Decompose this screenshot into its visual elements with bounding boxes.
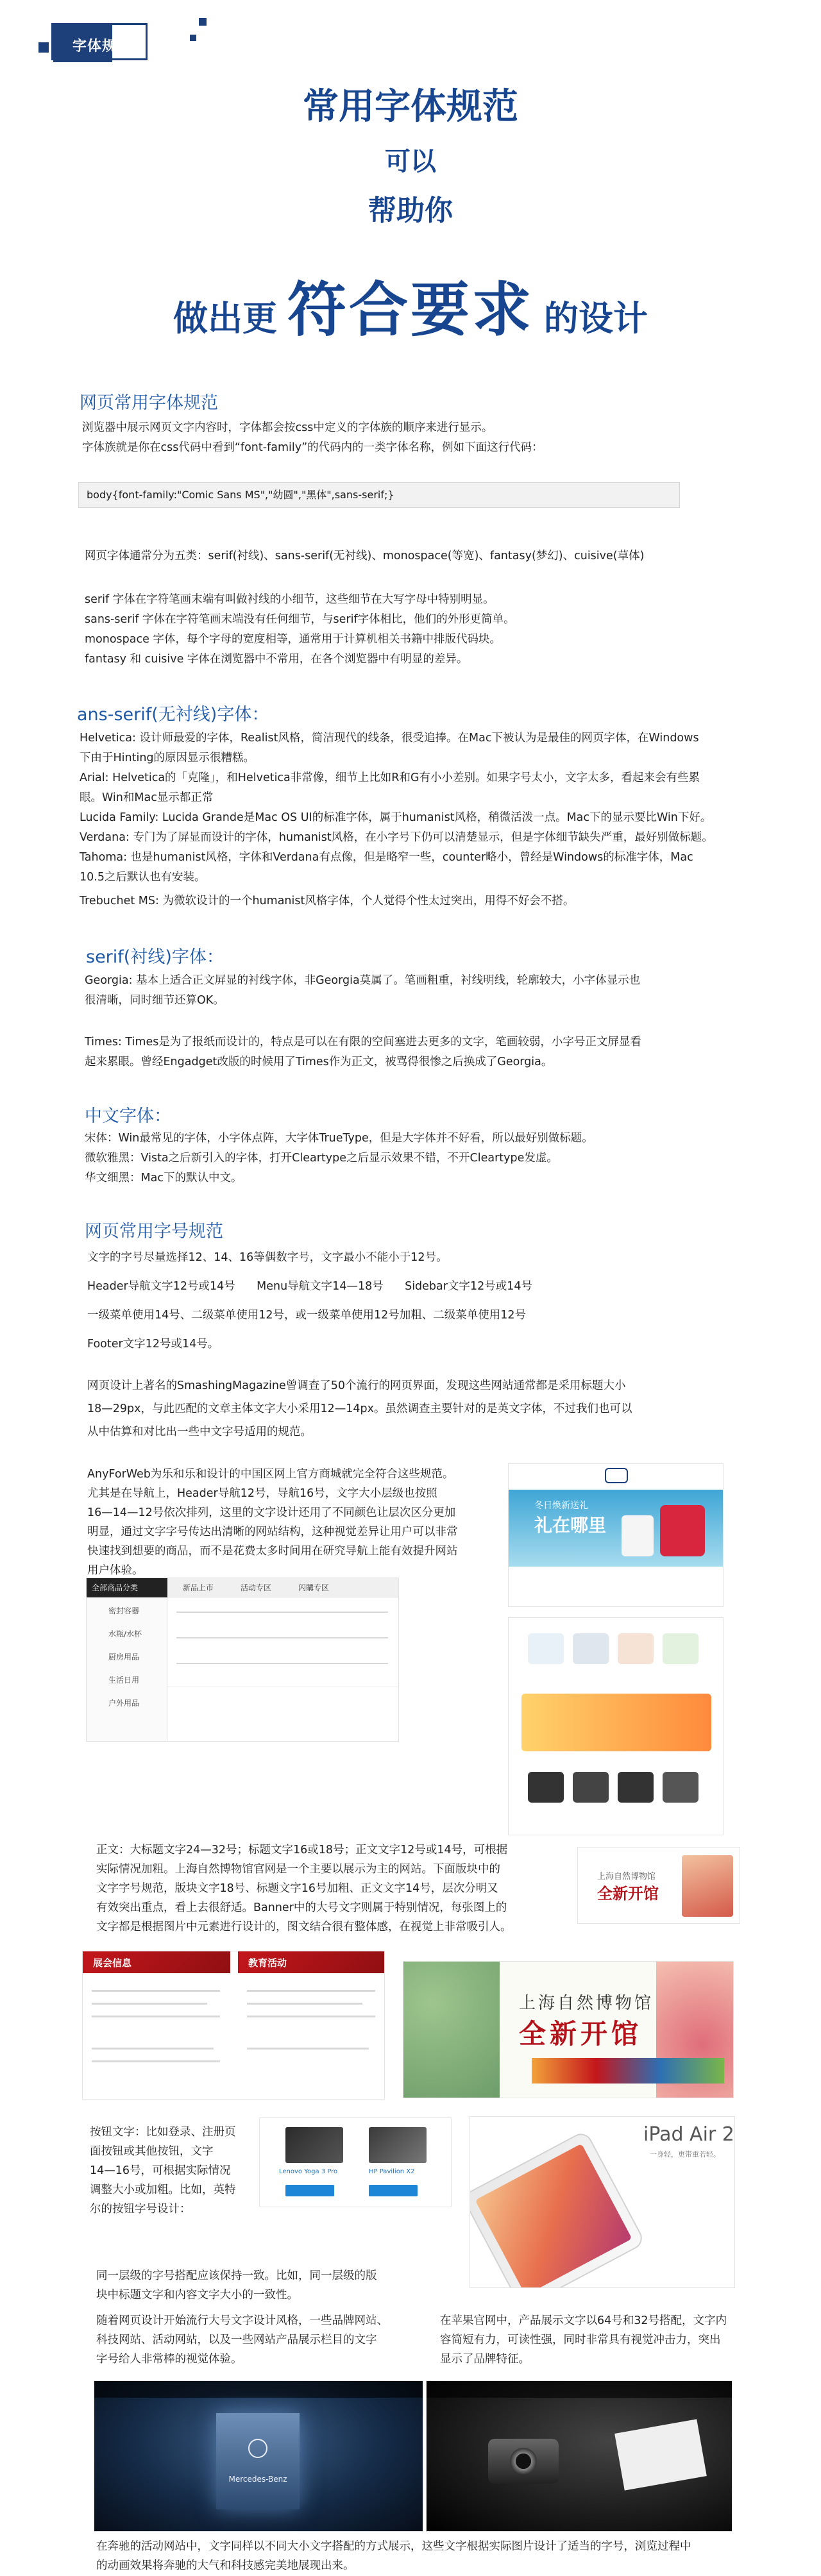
pot-icon: [573, 1772, 609, 1803]
paragraph: 很清晰，同时细节还算OK。: [85, 994, 224, 1007]
paragraph: Trebuchet MS: 为微软设计的一个humanist风格字体，个人觉得个性太过突出，用得不好会不搭。: [80, 895, 575, 907]
decor-square: [199, 18, 207, 26]
promo-title: 冬日焕新送礼: [534, 1501, 588, 1511]
ipad-title: iPad Air 2: [643, 2123, 734, 2146]
paragraph: fantasy 和 cuisive 字体在浏览器中不常用，在各个浏览器中有明显的差异。: [85, 653, 468, 666]
paragraph: 宋体：Win最常见的字体，小字体点阵，大字体TrueType，但是大字体并不好看，所以最好别做标题。: [85, 1132, 593, 1145]
section-title-sizes: 网页常用字号规范: [85, 1222, 223, 1242]
paragraph: Arial: Helvetica的「克隆」，和Helvetica非常像，细节上比如R和G有小小差别。如果字号太小，文字太多，看起来会有些累: [80, 771, 700, 784]
paragraph: Footer文字12号或14号。: [87, 1338, 219, 1351]
paragraph: 随着网页设计开始流行大号文字设计风格，一些品牌网站、: [96, 2314, 388, 2327]
section-title-fonts: 网页常用字体规范: [80, 393, 218, 413]
museum-small-screenshot: [577, 1847, 740, 1924]
laptop-icon: [369, 2127, 427, 2163]
paragraph: 快速找到想要的商品，而不是花费太多时间用在研究导航上能有效提升网站: [87, 1545, 458, 1558]
museum-banner-title: 上海自然博物馆: [597, 1872, 656, 1881]
submenu-line: [176, 1612, 388, 1613]
pot-icon: [618, 1772, 654, 1803]
product-thumb: [528, 1633, 564, 1664]
paragraph: 尔的按钮字号设计：: [90, 2203, 191, 2216]
paragraph: Times: Times是为了报纸而设计的，特点是可以在有限的空间塞进去更多的文字，笔画较弱，小字号正文屏显看: [85, 1036, 641, 1048]
laptop-name: Lenovo Yoga 3 Pro: [279, 2168, 338, 2175]
promo-big: 礼在哪里: [534, 1515, 607, 1536]
pot-icon: [663, 1772, 698, 1803]
text-line: [247, 2016, 375, 2017]
paragraph: Tahoma: 也是humanist风格，字体和Verdana有点像，但是略窄一些，counter略小，曾经是Windows的标准字体，Mac: [80, 851, 693, 864]
color-strip: [532, 2058, 724, 2084]
buy-button[interactable]: [369, 2185, 418, 2196]
side-item: 厨房用品: [108, 1653, 140, 1662]
paragraph: 块中标题文字和内容文字大小的一致性。: [96, 2289, 298, 2302]
hero-pre: 做出更: [173, 298, 277, 339]
shop-nav-screenshot: [86, 1578, 399, 1742]
benz-right-screenshot: [426, 2380, 732, 2532]
paragraph: 16—14—12号依次排列，这里的文字设计还用了不同颜色让层次区分更加: [87, 1506, 456, 1519]
buy-button[interactable]: [285, 2185, 334, 2196]
paragraph: 实际情况加粗。上海自然博物馆官网是一个主要以展示为主的网站。下面版块中的: [96, 1863, 500, 1876]
paragraph: serif 字体在字符笔画末端有叫做衬线的小细节，这些细节在大写字母中特别明显。: [85, 593, 495, 606]
pot-icon: [528, 1772, 564, 1803]
paragraph: 网页字体通常分为五类：serif(衬线)、sans-serif(无衬线)、monospace(等宽)、fantasy(梦幻)、cuisive(草体): [85, 550, 645, 562]
paragraph: 容简短有力，可读性强，同时非常具有视觉冲击力，突出: [440, 2334, 721, 2346]
paragraph: 华文细黑：Mac下的默认中文。: [85, 1172, 242, 1184]
paragraph: 面按钮或其他按钮，文字: [90, 2145, 214, 2158]
benz-box: [216, 2413, 300, 2509]
side-menu: [87, 1597, 167, 1742]
decor-square: [38, 42, 49, 53]
gift-box: [660, 1505, 705, 1556]
paragraph: 起来累眼。曾经Engadget改版的时候用了Times作为正文，被骂得很惨之后换成了Georgia。: [85, 1056, 553, 1068]
paragraph: 14—16号，可根据实际情况: [90, 2164, 231, 2177]
paragraph: 下由于Hinting的原因显示很糟糕。: [80, 752, 255, 764]
text-line: [247, 1990, 375, 1992]
text-line: [92, 2016, 220, 2017]
paragraph: 网页设计上著名的SmashingMagazine曾调查了50个流行的网页界面，发现这些网站通常都是采用标题大小: [87, 1379, 626, 1392]
paragraph: 调整大小或加粗。比如，英特: [90, 2184, 236, 2196]
card-header-title: 教育活动: [248, 1957, 287, 1969]
museum-banner-screenshot: [403, 1961, 734, 2098]
nav-label: 新品上市: [183, 1583, 214, 1592]
ipad-device: [470, 2130, 646, 2288]
section-title-sans-serif: ans-serif(无衬线)字体：: [77, 705, 269, 725]
paragraph: 文字都是根据图片中元素进行设计的，图文结合很有整体感，在视觉上非常吸引人。: [96, 1921, 512, 1933]
paragraph: 文字字号规范，版块文字18号、标题文字16号加粗、正文文字14号，层次分明又: [96, 1882, 498, 1895]
benz-left-screenshot: [94, 2380, 423, 2532]
paragraph: 字体族就是你在css代码中看到“font-family”的代码内的一类字体名称，例如下面这行代码：: [82, 441, 543, 454]
code-block: body{font-family:"Comic Sans MS","幼圆","黑体",sans-serif;}: [78, 482, 680, 508]
hero-line-4: [0, 263, 821, 348]
paragraph: 正文：大标题文字24—32号；标题文字16或18号；正文文字12号或14号，可根据: [96, 1844, 508, 1856]
tag-card: [614, 2419, 707, 2490]
hero-line-1: 常用字体规范: [303, 86, 518, 128]
paragraph: 显示了品牌特征。: [440, 2353, 530, 2366]
paragraph: 尤其是在导航上，Header导航12号，导航16号，文字大小层级也按照: [87, 1487, 437, 1500]
nav-label: 全部商品分类: [92, 1583, 139, 1592]
paragraph: 微软雅黑：Vista之后新引入的字体，打开Cleartype之后显示效果不错，不开Cleartype发虚。: [85, 1152, 558, 1165]
paragraph: Verdana: 专门为了屏显而设计的字体，humanist风格，在小字号下仍可以清楚显示，但是字体细节缺失严重，最好别做标题。: [80, 831, 713, 844]
apple-ipad-screenshot: [470, 2116, 735, 2288]
camera-lens-icon: [510, 2448, 537, 2475]
paragraph: AnyForWeb为乐和乐和设计的中国区网上官方商城就完全符合这些规范。: [87, 1468, 454, 1481]
paragraph: 10.5之后默认也有安装。: [80, 871, 206, 884]
benz-nav: [94, 2381, 423, 2398]
section-title-chinese: 中文字体：: [85, 1106, 171, 1126]
paragraph: 的动画效果将奔驰的大气和科技感完美地展现出来。: [96, 2559, 355, 2572]
product-thumb: [663, 1633, 698, 1664]
laptop-name: HP Pavilion X2: [369, 2168, 415, 2175]
card-header: [238, 1951, 385, 1973]
laptop-icon: [285, 2127, 343, 2163]
museum-banner-big: 全新开馆: [597, 1885, 659, 1903]
side-item: 户外用品: [108, 1699, 140, 1708]
side-item: 密封容器: [108, 1606, 140, 1615]
card-header: [83, 1951, 230, 1973]
nav-label: 活动专区: [241, 1583, 272, 1592]
paragraph: 用户体验。: [87, 1564, 144, 1577]
benz-star-icon: [248, 2439, 267, 2458]
paragraph: 浏览器中展示网页文字内容时，字体都会按css中定义的字体族的顺序来进行显示。: [82, 421, 493, 434]
paragraph: monospace 字体，每个字母的宽度相等，通常用于计算机相关书籍中排版代码块。: [85, 633, 501, 646]
paragraph: 在奔驰的活动网站中，文字同样以不同大小文字搭配的方式展示，这些文字根据实际图片设计了适当的字号，浏览过程中: [96, 2540, 691, 2553]
tag-label: 字体规范: [72, 38, 132, 55]
paragraph: Header导航文字12号或14号 Menu导航文字14—18号 Sidebar文字12号或14号: [87, 1280, 533, 1293]
paragraph: 明显，通过文字字号传达出清晰的网站结构，这种视觉差异让用户可以非常: [87, 1526, 458, 1538]
shop-screenshot: [508, 1463, 724, 1607]
paragraph: Helvetica: 设计师最爱的字体，Realist风格，简洁现代的线条，很受追捧。在Mac下被认为是最佳的网页字体，在Windows: [80, 732, 699, 745]
intel-buttons-screenshot: [259, 2117, 452, 2207]
art-decor: [682, 1855, 733, 1917]
paragraph: 一级菜单使用14号、二级菜单使用12号，或一级菜单使用12号加粗、二级菜单使用12号: [87, 1309, 527, 1322]
product-thumb: [573, 1633, 609, 1664]
text-line: [92, 2003, 207, 2005]
hero-line-2: 可以: [385, 147, 436, 176]
product-banner: [521, 1694, 711, 1751]
paragraph: 字号给人非常棒的视觉体验。: [96, 2353, 242, 2366]
nav-label: 闪購专区: [298, 1583, 330, 1592]
paragraph: 有效突出重点，看上去很舒适。Banner中的大号文字则属于特别情况，每张图上的: [96, 1901, 507, 1914]
hero-post: 的设计: [544, 298, 648, 339]
decor-square: [190, 35, 196, 41]
text-line: [92, 2048, 214, 2050]
product-thumb: [618, 1633, 654, 1664]
paragraph: 眼。Win和Mac显示都正常: [80, 791, 214, 804]
brand-logo-icon: [605, 1468, 628, 1483]
plant-decor: [403, 1962, 500, 2098]
side-item: 水瓶/水杯: [108, 1629, 142, 1638]
text-line: [92, 2060, 220, 2062]
paragraph: 文字的字号尽量选择12、14、16等偶数字号，文字最小不能小于12号。: [87, 1251, 448, 1264]
hero-big: 符合要求: [287, 276, 534, 344]
text-line: [247, 2048, 369, 2050]
text-line: [92, 1990, 220, 1992]
product-grid-screenshot: [508, 1617, 724, 1835]
card-header-title: 展会信息: [93, 1957, 132, 1969]
paragraph: 科技网站、活动网站，以及一些网站产品展示栏目的文字: [96, 2334, 377, 2346]
paragraph: 从中估算和对比出一些中文字号适用的规范。: [87, 1426, 312, 1438]
paragraph: 同一层级的字号搭配应该保持一致。比如，同一层级的版: [96, 2269, 377, 2282]
submenu-line: [176, 1663, 388, 1664]
museum-banner-big: 全新开馆: [519, 2018, 643, 2050]
paragraph: sans-serif 字体在字符笔画末端没有任何细节，与serif字体相比，他们的外形更简单。: [85, 613, 515, 626]
gift-box: [622, 1515, 654, 1556]
benz-brand: Mercedes-Benz: [228, 2475, 287, 2484]
tag-box: [51, 23, 148, 60]
paragraph: Lucida Family: Lucida Grande是Mac OS UI的标准字体，属于humanist风格，稍微活泼一点。Mac下的显示要比Win下好。: [80, 811, 712, 824]
paragraph: 在苹果官网中，产品展示文字以64号和32号搭配，文字内: [440, 2314, 727, 2327]
submenu-line: [176, 1637, 388, 1638]
paragraph: 18—29px，与此匹配的文章主体文字大小采用12—14px。虽然调查主要针对的是英文字体，不过我们也可以: [87, 1402, 632, 1415]
ipad-screen: [475, 2144, 632, 2288]
museum-cards-screenshot: [82, 1951, 385, 2100]
paragraph: 按钮文字：比如登录、注册页: [90, 2126, 236, 2139]
side-item: 生活日用: [108, 1676, 140, 1685]
submenu-panel: [167, 1597, 399, 1687]
benz-nav: [427, 2381, 732, 2398]
paragraph: Georgia: 基本上适合正文屏显的衬线字体，非Georgia莫属了。笔画粗重，衬线明线，轮廓较大，小字体显示也: [85, 974, 641, 987]
section-title-serif: serif(衬线)字体：: [86, 947, 224, 967]
hero-line-3: 帮助你: [368, 194, 453, 227]
promo-banner: [509, 1490, 724, 1567]
text-line: [247, 2003, 362, 2005]
museum-banner-title: 上海自然博物馆: [519, 1994, 654, 2013]
ipad-subtitle: 一身轻，更带重若轻。: [650, 2150, 720, 2159]
